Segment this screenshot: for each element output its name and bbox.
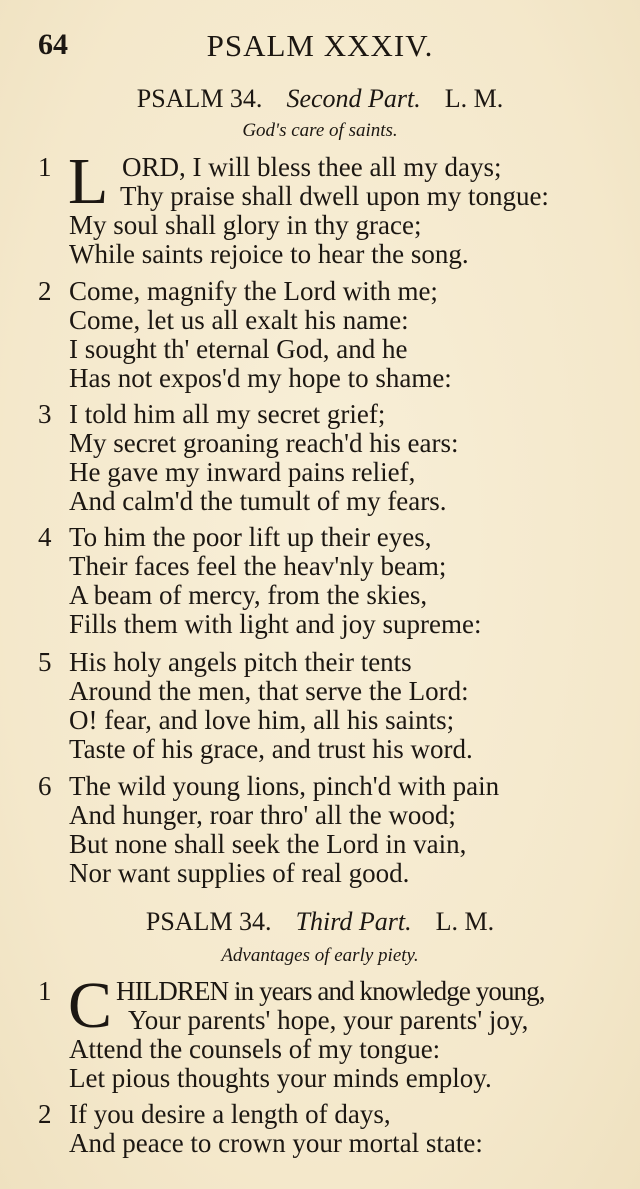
page-number: 64 xyxy=(38,28,68,61)
stanza-number: 4 xyxy=(38,522,52,552)
verse-line: Thy praise shall dwell upon my tongue: xyxy=(120,181,549,211)
verse-line: I told him all my secret grief; xyxy=(69,399,386,429)
verse-line: But none shall seek the Lord in vain, xyxy=(69,829,467,859)
drop-cap: C xyxy=(68,969,113,1042)
running-title: PSALM XXXIV. xyxy=(206,28,434,63)
section-1-subtitle: God's care of saints. xyxy=(242,120,398,141)
stanza-number: 2 xyxy=(38,1099,52,1129)
verse-line: My soul shall glory in thy grace; xyxy=(69,210,422,240)
verse-line: The wild young lions, pinch'd with pain xyxy=(69,771,500,801)
meter-label: L. M. xyxy=(435,907,495,936)
verse-line: Around the men, that serve the Lord: xyxy=(69,676,469,706)
stanza-number: 1 xyxy=(38,976,52,1006)
verse-line: His holy angels pitch their tents xyxy=(69,647,412,677)
verse-line: Their faces feel the heav'nly beam; xyxy=(69,551,447,581)
section-1-heading xyxy=(0,84,640,114)
drop-cap: L xyxy=(68,145,109,218)
verse-line: Your parents' hope, your parents' joy, xyxy=(128,1005,529,1035)
psalm-label: PSALM 34. xyxy=(136,84,263,113)
verse-line: Taste of his grace, and trust his word. xyxy=(69,734,473,764)
verse-line: While saints rejoice to hear the song. xyxy=(69,239,469,269)
verse-line: My secret groaning reach'd his ears: xyxy=(69,428,459,458)
verse-line: And hunger, roar thro' all the wood; xyxy=(69,800,456,830)
verse-line: Come, magnify the Lord with me; xyxy=(69,276,438,306)
part-label: Second Part. xyxy=(286,84,421,113)
verse-line: And calm'd the tumult of my fears. xyxy=(69,486,447,516)
stanza-number: 1 xyxy=(38,152,52,182)
verse-line: HILDREN in years and knowledge young, xyxy=(116,976,545,1006)
verse-line: Fills them with light and joy supreme: xyxy=(69,609,482,639)
part-label: Third Part. xyxy=(295,907,412,936)
verse-line: O! fear, and love him, all his saints; xyxy=(69,705,455,735)
verse-line: Attend the counsels of my tongue: xyxy=(69,1034,441,1064)
running-header xyxy=(0,28,640,68)
stanza-number: 2 xyxy=(38,276,52,306)
verse-line: A beam of mercy, from the skies, xyxy=(69,580,428,610)
meter-label: L. M. xyxy=(444,84,504,113)
verse-line: Has not expos'd my hope to shame: xyxy=(69,363,452,393)
verse-line: Come, let us all exalt his name: xyxy=(69,305,409,335)
verse-line: Let pious thoughts your minds employ. xyxy=(69,1063,492,1093)
section-2-heading xyxy=(0,907,640,937)
verse-line: ORD, I will bless thee all my days; xyxy=(122,152,502,182)
stanza-number: 5 xyxy=(38,647,52,677)
section-2-subtitle: Advantages of early piety. xyxy=(221,945,419,966)
verse-line: And peace to crown your mortal state: xyxy=(69,1128,483,1158)
verse-line: Nor want supplies of real good. xyxy=(69,858,410,888)
stanza-number: 6 xyxy=(38,771,52,801)
verse-line: To him the poor lift up their eyes, xyxy=(69,522,432,552)
verse-line: He gave my inward pains relief, xyxy=(69,457,416,487)
verse-line: I sought th' eternal God, and he xyxy=(69,334,408,364)
psalm-label: PSALM 34. xyxy=(145,907,272,936)
verse-line: If you desire a length of days, xyxy=(69,1099,391,1129)
stanza-number: 3 xyxy=(38,399,52,429)
